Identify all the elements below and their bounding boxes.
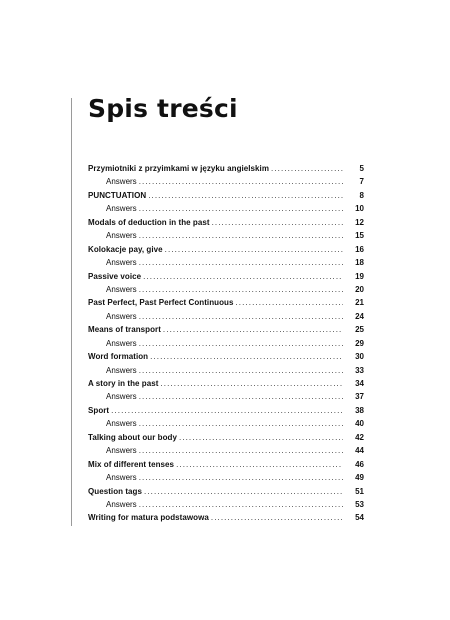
toc-chapter-entry[interactable]	[88, 189, 364, 202]
toc-chapter-entry[interactable]	[88, 323, 364, 336]
toc-page-number: 53	[355, 499, 364, 509]
toc-entry-label: A story in the past	[88, 379, 159, 388]
toc-page-number: 5	[359, 164, 364, 173]
toc-entry-label: Word formation	[88, 352, 149, 362]
toc-page-number: 16	[355, 244, 364, 254]
toc-answers-entry[interactable]	[88, 229, 364, 242]
toc-page-number: 42	[355, 432, 364, 442]
toc-chapter-entry[interactable]	[88, 243, 364, 256]
toc-page-number: 20	[355, 284, 364, 294]
toc-page-number: 54	[355, 513, 364, 523]
dot-leader	[163, 323, 343, 336]
toc-answers-entry[interactable]	[88, 175, 364, 188]
dot-leader	[139, 283, 343, 296]
toc-answers-entry[interactable]	[88, 337, 364, 350]
dot-leader	[139, 390, 343, 403]
toc-entry-label: Modals of deduction in the past	[88, 217, 210, 227]
toc-page-number: 34	[355, 379, 364, 388]
toc-chapter-entry[interactable]	[88, 216, 364, 229]
dot-leader	[160, 377, 343, 390]
toc-page-number: 12	[355, 217, 364, 227]
toc-entry-label: Means of transport	[88, 325, 161, 335]
dot-leader	[235, 296, 343, 309]
toc-entry-label: Answers	[106, 419, 137, 429]
toc-entry-label: Answers	[106, 365, 137, 375]
dot-leader	[139, 310, 343, 323]
dot-leader	[139, 337, 343, 350]
margin-rule	[71, 98, 72, 526]
toc-chapter-entry[interactable]	[88, 485, 364, 498]
toc-page-number: 49	[355, 473, 364, 483]
toc-entry-label: Kolokacje pay, give	[88, 244, 163, 254]
dot-leader	[139, 256, 343, 269]
toc-entry-label: Writing for matura podstawowa	[88, 513, 209, 523]
dot-leader	[176, 458, 343, 471]
toc-page-number: 18	[355, 258, 364, 268]
dot-leader	[271, 162, 343, 175]
toc-page-number: 25	[355, 325, 364, 335]
toc-page-number: 38	[355, 405, 364, 415]
dot-leader	[150, 350, 343, 363]
dot-leader	[139, 175, 343, 188]
toc-entry-label: Answers	[106, 311, 137, 321]
dot-leader	[165, 243, 343, 256]
toc-page-number: 40	[355, 419, 364, 429]
toc-entry-label: Past Perfect, Past Perfect Continuous	[88, 298, 234, 308]
dot-leader	[143, 270, 343, 283]
toc-chapter-entry[interactable]	[88, 458, 364, 471]
toc-answers-entry[interactable]	[88, 471, 364, 484]
toc-page-number: 10	[355, 204, 364, 214]
toc-chapter-entry[interactable]	[88, 511, 364, 524]
toc-page-number: 37	[355, 392, 364, 402]
toc-chapter-entry[interactable]	[88, 162, 364, 175]
dot-leader	[212, 216, 343, 229]
toc-page-number: 8	[359, 190, 364, 200]
dot-leader	[139, 229, 343, 242]
toc-page-number: 44	[355, 446, 364, 456]
toc-entry-label: Answers	[106, 446, 137, 456]
dot-leader	[139, 471, 343, 484]
dot-leader	[139, 364, 343, 377]
toc-chapter-entry[interactable]	[88, 431, 364, 444]
dot-leader	[139, 417, 343, 430]
dot-leader	[139, 202, 343, 215]
page-title: Spis treści	[88, 94, 238, 123]
toc-page-number: 30	[355, 352, 364, 362]
dot-leader	[211, 511, 343, 524]
toc-answers-entry[interactable]	[88, 202, 364, 215]
table-of-contents	[88, 162, 364, 525]
toc-page-number: 24	[355, 311, 364, 321]
toc-page-number: 21	[355, 298, 364, 308]
toc-entry-label: Mix of different tenses	[88, 459, 175, 469]
toc-answers-entry[interactable]	[88, 390, 364, 403]
toc-entry-label: Answers	[106, 392, 137, 402]
toc-page-number: 19	[355, 271, 364, 281]
toc-chapter-entry[interactable]	[88, 270, 364, 283]
toc-entry-label: Answers	[106, 284, 137, 294]
toc-entry-label: Talking about our body	[88, 432, 177, 442]
toc-entry-label: Passive voice	[88, 271, 142, 281]
toc-chapter-entry[interactable]	[88, 350, 364, 363]
toc-entry-label: Answers	[106, 231, 137, 241]
toc-entry-label: PUNCTUATION	[88, 190, 147, 200]
toc-entry-label: Answers	[106, 204, 137, 214]
toc-chapter-entry[interactable]	[88, 296, 364, 309]
toc-entry-label: Answers	[106, 473, 137, 483]
toc-entry-label: Answers	[106, 499, 137, 509]
toc-answers-entry[interactable]	[88, 310, 364, 323]
dot-leader	[148, 189, 343, 202]
dot-leader	[179, 431, 343, 444]
dot-leader	[139, 444, 343, 457]
toc-page-number: 7	[359, 177, 364, 187]
toc-entry-label: Sport	[88, 405, 110, 415]
toc-entry-label: Przymiotniki z przyimkami w języku angielskim	[88, 164, 269, 173]
toc-answers-entry[interactable]	[88, 364, 364, 377]
toc-answers-entry[interactable]	[88, 283, 364, 296]
toc-entry-label: Answers	[106, 258, 137, 268]
toc-answers-entry[interactable]	[88, 498, 364, 511]
dot-leader	[111, 404, 343, 417]
toc-page-number: 29	[355, 338, 364, 348]
toc-entry-label: Question tags	[88, 486, 142, 496]
toc-entry-label: Answers	[106, 338, 137, 348]
toc-page-number: 15	[355, 231, 364, 241]
toc-page-number: 33	[355, 365, 364, 375]
toc-answers-entry[interactable]	[88, 256, 364, 269]
dot-leader	[139, 498, 343, 511]
toc-entry-label: Answers	[106, 177, 137, 187]
toc-page-number: 51	[355, 486, 364, 496]
toc-chapter-entry[interactable]	[88, 377, 364, 390]
toc-page-number: 46	[355, 459, 364, 469]
toc-chapter-entry[interactable]	[88, 404, 364, 417]
dot-leader	[144, 485, 343, 498]
toc-answers-entry[interactable]	[88, 444, 364, 457]
toc-answers-entry[interactable]	[88, 417, 364, 430]
